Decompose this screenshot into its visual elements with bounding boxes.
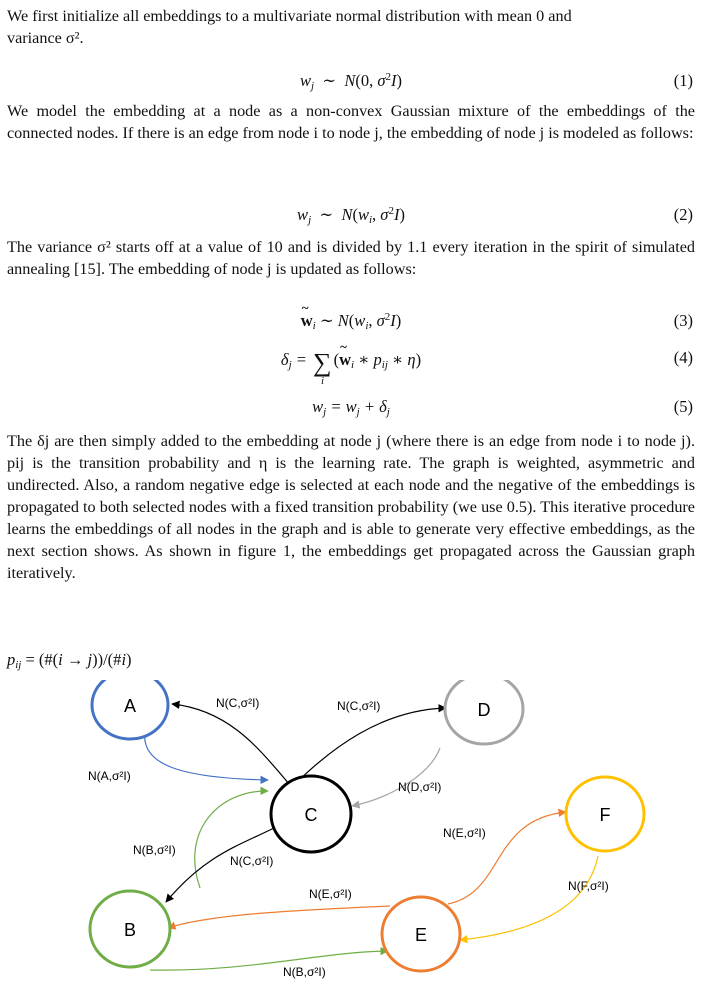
node-d-label: D	[477, 700, 491, 720]
equation-4-number: (4)	[673, 348, 693, 367]
node-b-label: B	[123, 920, 137, 940]
edge-label-c-to-b: N(C,σ²I)	[230, 854, 274, 868]
paragraph-variance: The variance σ² starts off at a value of 10 and is divided by 1.1 every iteration in the spirit of simulated annealing [15]. The embedding of node j is updated as follows:	[7, 238, 695, 278]
edge-b-to-c	[195, 791, 268, 888]
equation-2	[7, 205, 695, 229]
node-f-label: F	[599, 805, 611, 825]
equation-5	[7, 397, 695, 421]
node-c-label: C	[304, 805, 318, 825]
equation-2-body: $w_j$ ∼ $N(w_i$, $\sigma^2I$)	[297, 205, 405, 226]
edge-e-to-b	[168, 906, 390, 928]
equation-5-body: $w_j = w_j + \delta_j$	[312, 397, 390, 418]
equation-3-number: (3)	[673, 311, 693, 330]
equation-1-number: (1)	[673, 71, 693, 90]
equation-2-number: (2)	[673, 205, 693, 224]
equation-3	[7, 311, 695, 335]
edge-label-b-to-c: N(B,σ²I)	[133, 843, 176, 857]
equation-1-body: $w_j$ ∼ N(0, $\sigma^2I$)	[299, 71, 403, 92]
gaussian-graph-figure	[0, 680, 701, 982]
equation-1	[7, 71, 695, 95]
edge-d-to-c	[352, 748, 440, 806]
edge-label-d-to-c: N(D,σ²I)	[398, 780, 442, 794]
equation-3-body: ~ $w_i$ ∼ $N(w_i$, $\sigma^2I$)	[7, 311, 695, 332]
paragraph-init-line1: We first initialize all embeddings to a multivariate normal distribution with mean 0 and	[7, 7, 572, 25]
paragraph-init-line2: variance σ².	[7, 29, 84, 47]
edge-label-e-to-b: N(E,σ²I)	[309, 887, 352, 901]
paragraph-update: The δj are then simply added to the embedding at node j (where there is an edge from node i to node j). pij is the transition probability and η is the learning rate. The graph is weighted, asymmetric and undirected. Also, a random negative edge is selected at each node and the negative of the embeddings is propagated to both selected nodes with a fixed transition probability (we use 0.5). This iterative procedure learns the embeddings of all nodes in the graph and is able to generate very effective embeddings, as the next section shows. As shown in figure 1, the embeddings get propagated across the Gaussian graph iteratively.	[7, 432, 695, 582]
edge-label-e-to-f: N(E,σ²I)	[443, 826, 486, 840]
equation-pij: $p_{ij}$ = (#(i → j))/(#i)	[7, 650, 132, 671]
equation-4	[7, 348, 695, 387]
equation-4-body: $\delta_j$ = ∑ i (~ $w_i$ ∗ $p_{ij}$ ∗ η)	[7, 348, 695, 378]
edge-a-to-c	[145, 730, 268, 780]
equation-5-number: (5)	[673, 397, 693, 416]
edge-label-b-to-e: N(B,σ²I)	[283, 965, 326, 979]
node-a-label: A	[123, 696, 137, 716]
node-e-label: E	[414, 925, 428, 945]
edge-f-to-e	[460, 856, 598, 940]
edge-b-to-e	[150, 951, 388, 970]
edge-label-c-to-d: N(C,σ²I)	[337, 699, 381, 713]
paragraph-model: We model the embedding at a node as a non-convex Gaussian mixture of the embeddings of the connected nodes. If there is an edge from node i to node j, the embedding of node j is modeled as follows:	[7, 102, 695, 142]
edge-label-c-to-a: N(C,σ²I)	[216, 696, 260, 710]
paragraph-init	[7, 5, 695, 49]
edge-label-a-to-c: N(A,σ²I)	[88, 769, 131, 783]
edge-label-f-to-e: N(F,σ²I)	[568, 879, 609, 893]
